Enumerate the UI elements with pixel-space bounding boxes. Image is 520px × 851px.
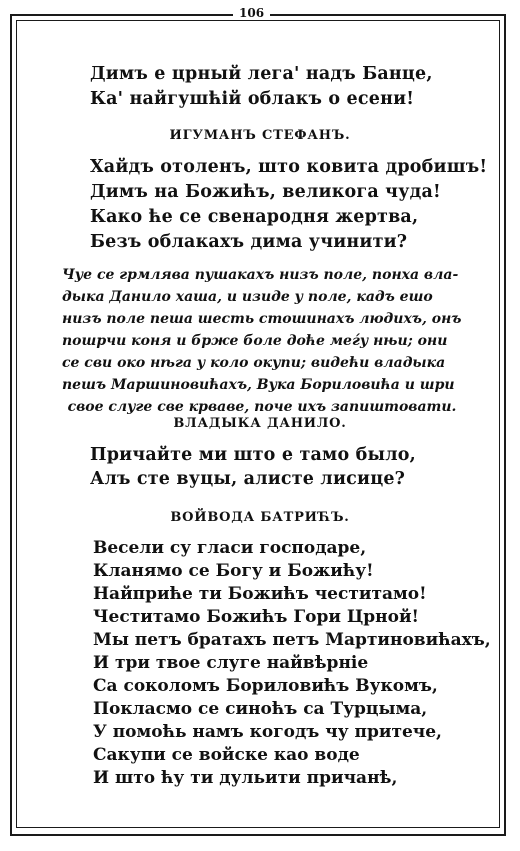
verse-line: Честитамо Божићъ Гори Црной! — [93, 607, 420, 627]
prose-line: Чуе се грмлява пушакахъ низъ поле, понха вла- — [62, 267, 459, 283]
prose-line: пешъ Маршиновићахъ, Вука Бориловића и шри — [62, 377, 455, 393]
verse-line: Весели су гласи господаре, — [93, 538, 367, 558]
verse-line: Димъ е црный лега' надъ Банце, — [90, 64, 433, 84]
stage-direction — [62, 264, 462, 418]
verse-line: Ка' найгушћій облакъ о есени! — [90, 89, 415, 109]
verse-line: Са соколомъ Бориловићъ Вукомъ, — [93, 676, 438, 696]
verse-line: У помоћь намъ когодъ чу притече, — [93, 722, 442, 742]
verse-line: Хайдъ отоленъ, што ковита дробишъ! — [90, 157, 488, 177]
prose-line: свое слуге све крваве, пoчe uxъ запиштовати. — [67, 399, 457, 415]
verse-line: Алъ сте вуцы, алисте лисице? — [90, 469, 406, 489]
prose-line: дыка Данило хаша, и изиде у поле, кадъ ешо — [62, 289, 433, 305]
verse-line: Причайте ми што е тамо было, — [90, 445, 416, 465]
verse-line: Димъ на Божићъ, великога чуда! — [90, 182, 441, 202]
verse-line: И што ћу ти дульити причанѣ, — [93, 768, 398, 788]
prose-line: се сви око нѣга у коло окупи; видећи владыка — [62, 355, 446, 371]
speaker-heading: ИГУМАНЪ СТЕФАНЪ. — [169, 128, 351, 143]
verse-line: Мы петъ братахъ петъ Мартиновићахъ, — [93, 630, 491, 650]
page-number: 106 — [233, 6, 270, 20]
verse-line: Кланямо се Богу и Божићу! — [93, 561, 374, 581]
verse-line: Безъ облакахъ дима учинити? — [90, 232, 408, 252]
verse-line: Найприће ти Божићъ честитамо! — [93, 584, 427, 604]
verse-line: Покласмо се синоћъ са Турцыма, — [93, 699, 428, 719]
verse-line: Сакупи се войске као воде — [93, 745, 360, 765]
speaker-heading: ВОЙВОДА БАТРИЋЪ. — [170, 510, 350, 525]
prose-line: низъ поле пеша шесть стошинахъ людихъ, онъ — [62, 311, 462, 327]
prose-line: пошрчи коня и брже боле доће меѓу нњи; они — [62, 333, 448, 349]
verse-line: И три твое слуге найвѣрніе — [93, 653, 369, 673]
verse-line: Како ће се свенародня жертва, — [90, 207, 419, 227]
speaker-heading: ВЛАДЫКА ДАНИЛО. — [173, 416, 347, 431]
